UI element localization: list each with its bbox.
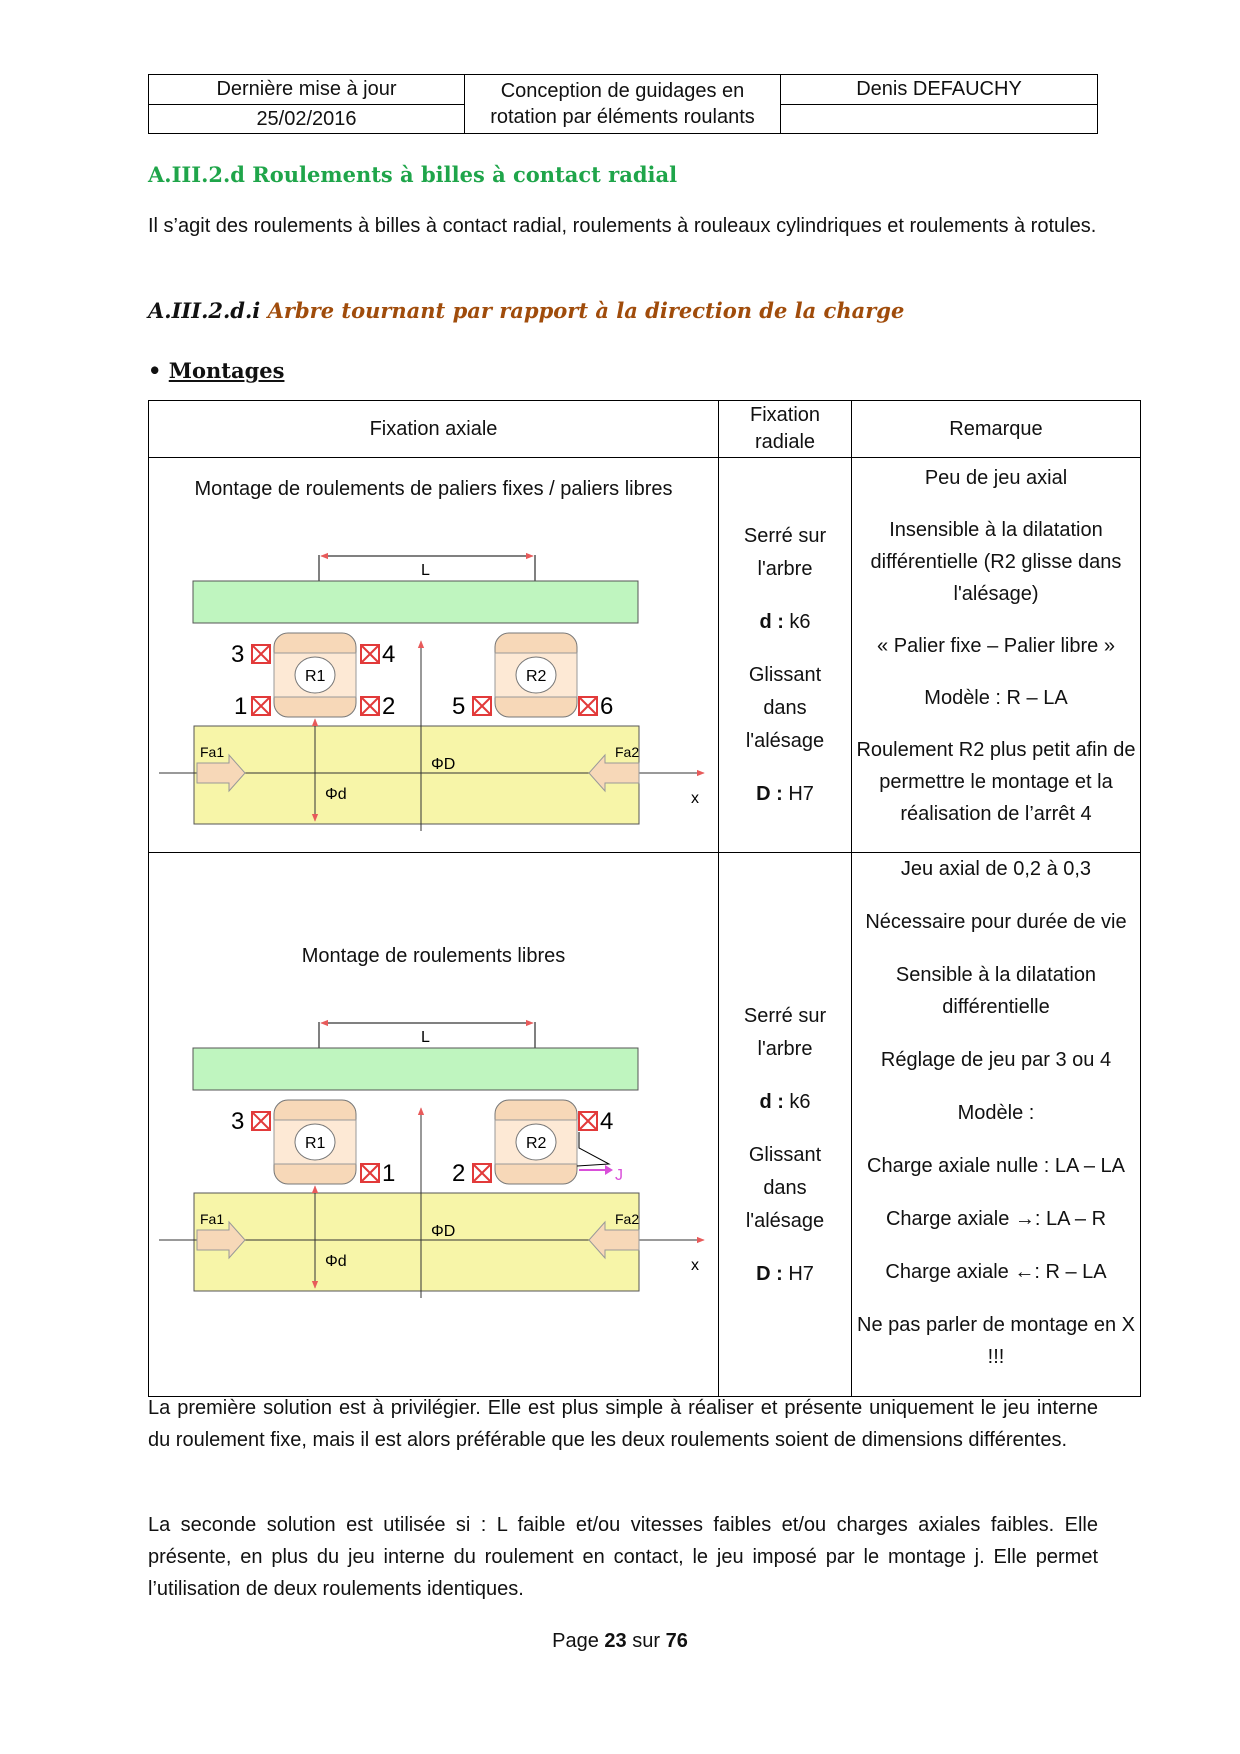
clearance-bracket [577, 1132, 609, 1166]
mounting-table [148, 400, 1141, 1397]
label-5: 5 [452, 693, 466, 720]
row1-d-value: k6 [783, 611, 811, 633]
label-Fa2: Fa2 [615, 1211, 640, 1227]
shaft [194, 1193, 639, 1291]
label-x: x [691, 1257, 699, 1274]
row1-glissant: Glissant dans l'alésage [745, 664, 825, 752]
row2-remark: Réglage de jeu par 3 ou 4 [880, 1049, 1112, 1071]
stop-2 [473, 1164, 491, 1182]
label-Fa1: Fa1 [200, 1211, 225, 1227]
label-R1: R1 [305, 668, 326, 685]
stop-5 [473, 697, 491, 715]
row2-remark: Ne pas parler de montage en X !!! [857, 1314, 1135, 1368]
label-4: 4 [382, 641, 396, 668]
stop-2 [361, 697, 379, 715]
row1-radial-content [719, 458, 851, 811]
label-D: ΦD [431, 756, 456, 773]
stop-6 [579, 697, 597, 715]
footer-page-total: 76 [665, 1630, 688, 1652]
empty-cell [781, 104, 1098, 134]
row2-remark: Charge axiale nulle : LA – LA [867, 1155, 1125, 1177]
section-title: A.III.2.d Roulements à billes à contact radial [148, 162, 678, 187]
stop-3 [252, 645, 270, 663]
label-3: 3 [231, 641, 245, 668]
row2-radial-cell [719, 853, 852, 1397]
row2-D-value: H7 [782, 1263, 814, 1285]
row1-d-label: d : [759, 611, 784, 633]
row2-D-label: D : [756, 1263, 783, 1285]
label-D: ΦD [431, 1223, 456, 1240]
bullet-heading [148, 358, 284, 383]
row2-d-value: k6 [783, 1091, 811, 1113]
row2-diagram [149, 968, 718, 1298]
row1-radial-cell [719, 458, 852, 853]
row1-D-label: D : [756, 783, 783, 805]
clearance-J-arrowhead [605, 1165, 613, 1175]
row2-remark-cell [852, 853, 1141, 1397]
label-1: 1 [382, 1160, 396, 1187]
bullet-title: Montages [168, 358, 285, 383]
shaft [194, 726, 639, 824]
label-L: L [421, 1029, 430, 1046]
subsection-number: A.III.2.d.i [148, 298, 261, 323]
label-2: 2 [382, 693, 396, 720]
col-header-axial: Fixation axiale [149, 401, 719, 458]
title-line1: Conception de guidages en [500, 80, 745, 102]
row2-remarks [852, 853, 1140, 1373]
bullet-icon: • [148, 358, 162, 383]
col-header-remark: Remarque [852, 401, 1141, 458]
footer-sur: sur [626, 1630, 666, 1652]
intro-paragraph: Il s’agit des roulements à billes à contact radial, roulements à rouleaux cylindriques et roulements à rotules. [148, 215, 1097, 237]
row1-diagram [149, 501, 718, 831]
row1-remark: Peu de jeu axial [924, 467, 1068, 489]
row2-serre: Serré sur l'arbre [743, 1005, 827, 1060]
footer-page-word: Page [552, 1630, 605, 1652]
label-J: J [615, 1167, 623, 1184]
col-header-radial: Fixation radiale [719, 401, 852, 458]
label-6: 6 [600, 693, 614, 720]
paragraph-2: La seconde solution est utilisée si : L faible et/ou vitesses faibles et/ou charges axiales faibles. Elle présente, en plus du jeu interne du roulement en contact, le jeu imposé par le montage j. Elle permet l’utilisation de deux roulements identiques. [148, 1514, 1098, 1600]
header-table [148, 74, 1098, 134]
row1-remark: Roulement R2 plus petit afin de permettre le montage et la réalisation de l’arrêt 4 [856, 739, 1136, 825]
title-line2: rotation par éléments roulants [490, 106, 755, 128]
stop-1 [252, 697, 270, 715]
author: Denis DEFAUCHY [781, 75, 1098, 105]
row1-D-value: H7 [782, 783, 814, 805]
page-footer [0, 1630, 1240, 1653]
housing-bore [193, 581, 638, 623]
row2-glissant: Glissant dans l'alésage [745, 1144, 825, 1232]
label-d: Φd [325, 1253, 347, 1270]
stop-4 [579, 1112, 597, 1130]
last-update-label: Dernière mise à jour [149, 75, 465, 105]
row1-remark: Insensible à la dilatation différentielle (R2 glisse dans l'alésage) [870, 519, 1122, 605]
row2-remark: Charge axiale ←: R – LA [885, 1261, 1107, 1283]
row1-caption: Montage de roulements de paliers fixes / paliers libres [194, 478, 673, 500]
row2-remark: Charge axiale →: LA – R [885, 1208, 1107, 1230]
row1-remark: Modèle : R – LA [924, 687, 1068, 709]
stop-4 [361, 645, 379, 663]
row2-tolerance-D [719, 1258, 851, 1291]
row2-remark: Jeu axial de 0,2 à 0,3 [900, 858, 1092, 880]
label-R2: R2 [526, 668, 547, 685]
label-L: L [421, 562, 430, 579]
paragraph-1: La première solution est à privilégier. Elle est plus simple à réaliser et présente uniquement le jeu interne du roulement fixe, mais il est alors préférable que les deux roulements soient de dimensions différentes. [148, 1397, 1098, 1451]
row2-remark: Modèle : [957, 1102, 1035, 1124]
row1-axial-cell [149, 458, 719, 853]
label-d: Φd [325, 786, 347, 803]
subsection-text: Arbre tournant par rapport à la direction de la charge [267, 298, 905, 323]
label-R1: R1 [305, 1135, 326, 1152]
document-title [465, 75, 781, 134]
row1-tolerance-D [719, 778, 851, 811]
label-R2: R2 [526, 1135, 547, 1152]
row1-remark: « Palier fixe – Palier libre » [877, 635, 1115, 657]
row2-tolerance-d [719, 1086, 851, 1119]
row1-remark-cell [852, 458, 1141, 853]
label-4: 4 [600, 1108, 614, 1135]
update-date: 25/02/2016 [149, 104, 465, 134]
row2-axial-cell [149, 853, 719, 1397]
row1-serre: Serré sur l'arbre [743, 525, 827, 580]
subsection-title [148, 298, 904, 323]
housing-bore [193, 1048, 638, 1090]
row2-caption: Montage de roulements libres [301, 945, 566, 967]
stop-1 [361, 1164, 379, 1182]
label-1: 1 [234, 693, 248, 720]
row1-remarks [852, 458, 1140, 830]
row2-d-label: d : [759, 1091, 784, 1113]
stop-3 [252, 1112, 270, 1130]
row1-tolerance-d [719, 606, 851, 639]
label-2: 2 [452, 1160, 466, 1187]
row2-remark: Nécessaire pour durée de vie [865, 911, 1127, 933]
row2-radial-content [719, 853, 851, 1291]
label-Fa1: Fa1 [200, 744, 225, 760]
label-Fa2: Fa2 [615, 744, 640, 760]
label-3: 3 [231, 1108, 245, 1135]
label-x: x [691, 790, 699, 807]
row2-remark: Sensible à la dilatation différentielle [895, 964, 1097, 1018]
footer-page-number: 23 [604, 1630, 627, 1652]
